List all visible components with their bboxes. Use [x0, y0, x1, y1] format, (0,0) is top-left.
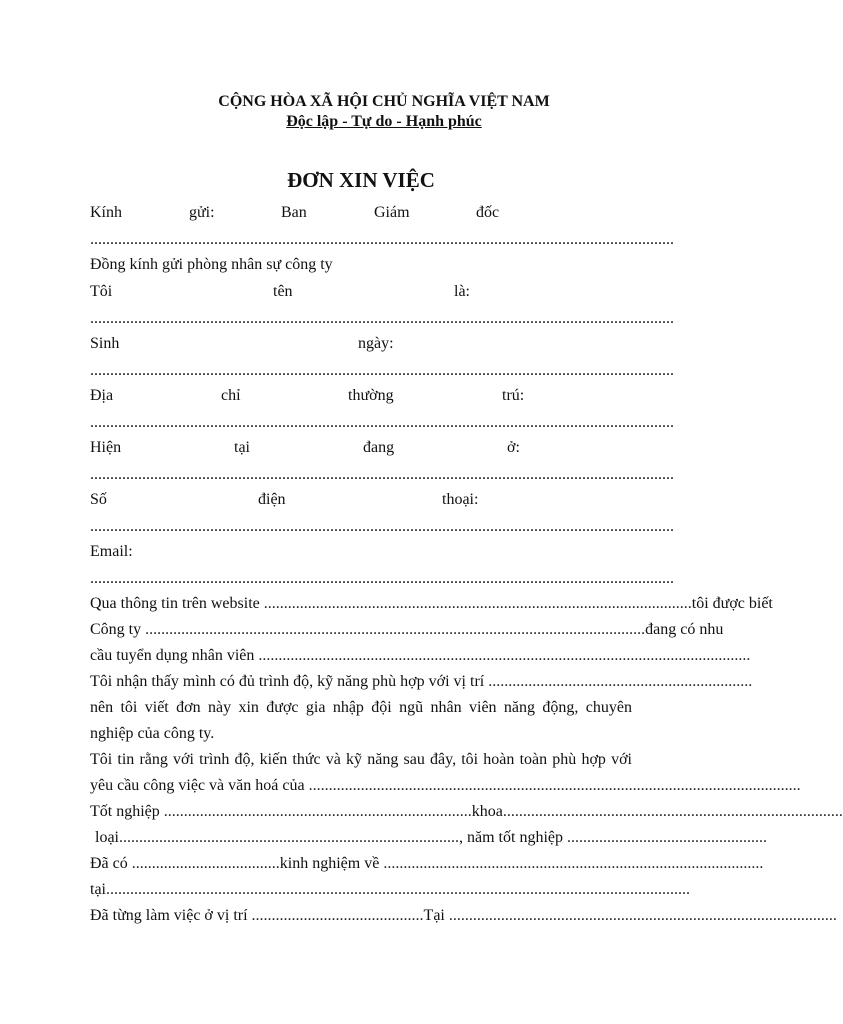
website-text-b: tôi được biết: [691, 595, 773, 612]
recruit-row: [90, 645, 751, 667]
name-word-3: là:: [454, 283, 470, 300]
birth-word-2: ngày:: [358, 335, 394, 352]
phone-word-1: Số: [90, 491, 107, 508]
worked-company-fill[interactable]: .................................................................................................: [444, 907, 837, 924]
birth-label-row: [90, 333, 632, 355]
phone-label-row: [90, 489, 632, 511]
worked-text-b: Tại: [423, 907, 445, 924]
document-title: ĐƠN XIN VIỆC: [287, 168, 435, 192]
recruit-text-a: cầu tuyển dụng nhân viên: [90, 647, 255, 664]
company-text-a: Công ty: [90, 621, 142, 638]
graduation-school-fill[interactable]: .............................................................................: [159, 803, 472, 820]
current-word-1: Hiện: [90, 439, 122, 456]
national-title: CỘNG HÒA XÃ HỘI CHỦ NGHĨA VIỆT NAM: [218, 93, 550, 110]
rank-text-a: loại: [95, 829, 119, 846]
current-word-4: ở:: [507, 439, 520, 456]
website-fill[interactable]: ...........................................................................................................: [259, 595, 692, 612]
recipient-word-2: gửi:: [189, 204, 215, 221]
experience-text-b: kinh nghiệm về: [279, 855, 380, 872]
rank-row: [90, 827, 767, 849]
current-word-2: tại: [234, 439, 250, 456]
name-word-1: Tôi: [90, 283, 113, 300]
phone-fill-line[interactable]: ..................................................................................................................................................: [90, 518, 674, 535]
rank-fill[interactable]: .....................................................................................: [119, 829, 459, 846]
qualify-fill[interactable]: ..................................................................: [484, 673, 753, 690]
name-word-2: tên: [273, 283, 293, 300]
recipient-word-4: Giám: [374, 204, 410, 221]
address-word-4: trú:: [502, 387, 525, 404]
address-label-row: [90, 385, 632, 407]
graduation-text-b: khoa: [471, 803, 503, 820]
recipient-label-row: [90, 202, 632, 224]
phone-word-3: thoại:: [442, 491, 479, 508]
phone-word-2: điện: [258, 491, 286, 508]
graduation-row: [90, 801, 843, 823]
experience-years-fill[interactable]: .....................................: [127, 855, 280, 872]
qualify-text-a: Tôi nhận thấy mình có đủ trình độ, kỹ năng phù hợp với vị trí: [90, 673, 485, 690]
culture-fill[interactable]: ...........................................................................................................................: [304, 777, 801, 794]
website-text-a: Qua thông tin trên website: [90, 595, 260, 612]
paragraph-1-line-1: nên tôi viết đơn này xin được gia nhập đội ngũ nhân viên năng động, chuyên: [90, 699, 632, 716]
experience-text-a: Đã có: [90, 855, 128, 872]
address-word-3: thường: [348, 387, 394, 404]
graduation-year-fill[interactable]: ..................................................: [562, 829, 767, 846]
experience-row: [90, 853, 764, 875]
culture-text-a: yêu cầu công việc và văn hoá của: [90, 777, 305, 794]
company-text-b: đang có nhu: [645, 621, 724, 638]
paragraph-2-line-2: [90, 775, 801, 797]
graduation-text-a: Tốt nghiệp: [90, 803, 160, 820]
worked-row: [90, 905, 837, 927]
address-word-2: chỉ: [221, 387, 241, 404]
name-fill-line[interactable]: ..................................................................................................................................................: [90, 310, 674, 327]
company-fill[interactable]: .............................................................................................................................: [141, 621, 646, 638]
birth-fill-line[interactable]: ..................................................................................................................................................: [90, 362, 674, 379]
current-address-fill-line[interactable]: ..................................................................................................................................................: [90, 466, 674, 483]
recipient-fill-line[interactable]: ..................................................................................................................................................: [90, 231, 674, 248]
experience-place-fill[interactable]: ..................................................................................................................................................: [106, 881, 690, 898]
recipient-word-3: Ban: [281, 204, 307, 221]
recipient-word-5: đốc: [476, 204, 500, 221]
email-fill-line[interactable]: ..................................................................................................................................................: [90, 570, 674, 587]
experience-place-text: tại: [90, 881, 106, 898]
name-label-row: [90, 281, 632, 303]
graduation-faculty-fill[interactable]: .....................................................................................: [502, 803, 843, 820]
paragraph-2-line-1: Tôi tin rằng với trình độ, kiến thức và kỹ năng sau đây, tôi hoàn toàn phù hợp với: [90, 751, 632, 768]
recruit-fill[interactable]: ...........................................................................................................................: [254, 647, 751, 664]
paragraph-1-line-2: nghiệp của công ty.: [90, 725, 215, 742]
address-word-1: Địa: [90, 387, 114, 404]
address-fill-line[interactable]: ..................................................................................................................................................: [90, 414, 674, 431]
email-label: Email:: [90, 543, 133, 560]
recipient-word-1: Kính: [90, 204, 122, 221]
current-word-3: đang: [363, 439, 395, 456]
experience-place-row: [90, 879, 690, 901]
cc-line: Đồng kính gửi phòng nhân sự công ty: [90, 256, 333, 273]
national-motto: Độc lập - Tự do - Hạnh phúc: [286, 113, 482, 130]
current-address-label-row: [90, 437, 632, 459]
birth-word-1: Sinh: [90, 335, 120, 352]
worked-position-fill[interactable]: ...........................................: [247, 907, 424, 924]
worked-text-a: Đã từng làm việc ở vị trí: [90, 907, 248, 924]
experience-field-fill[interactable]: ...............................................................................................: [379, 855, 764, 872]
qualify-row: [90, 671, 753, 693]
company-row: [90, 619, 724, 641]
website-row: [90, 593, 773, 615]
rank-text-b: , năm tốt nghiệp: [459, 829, 563, 846]
